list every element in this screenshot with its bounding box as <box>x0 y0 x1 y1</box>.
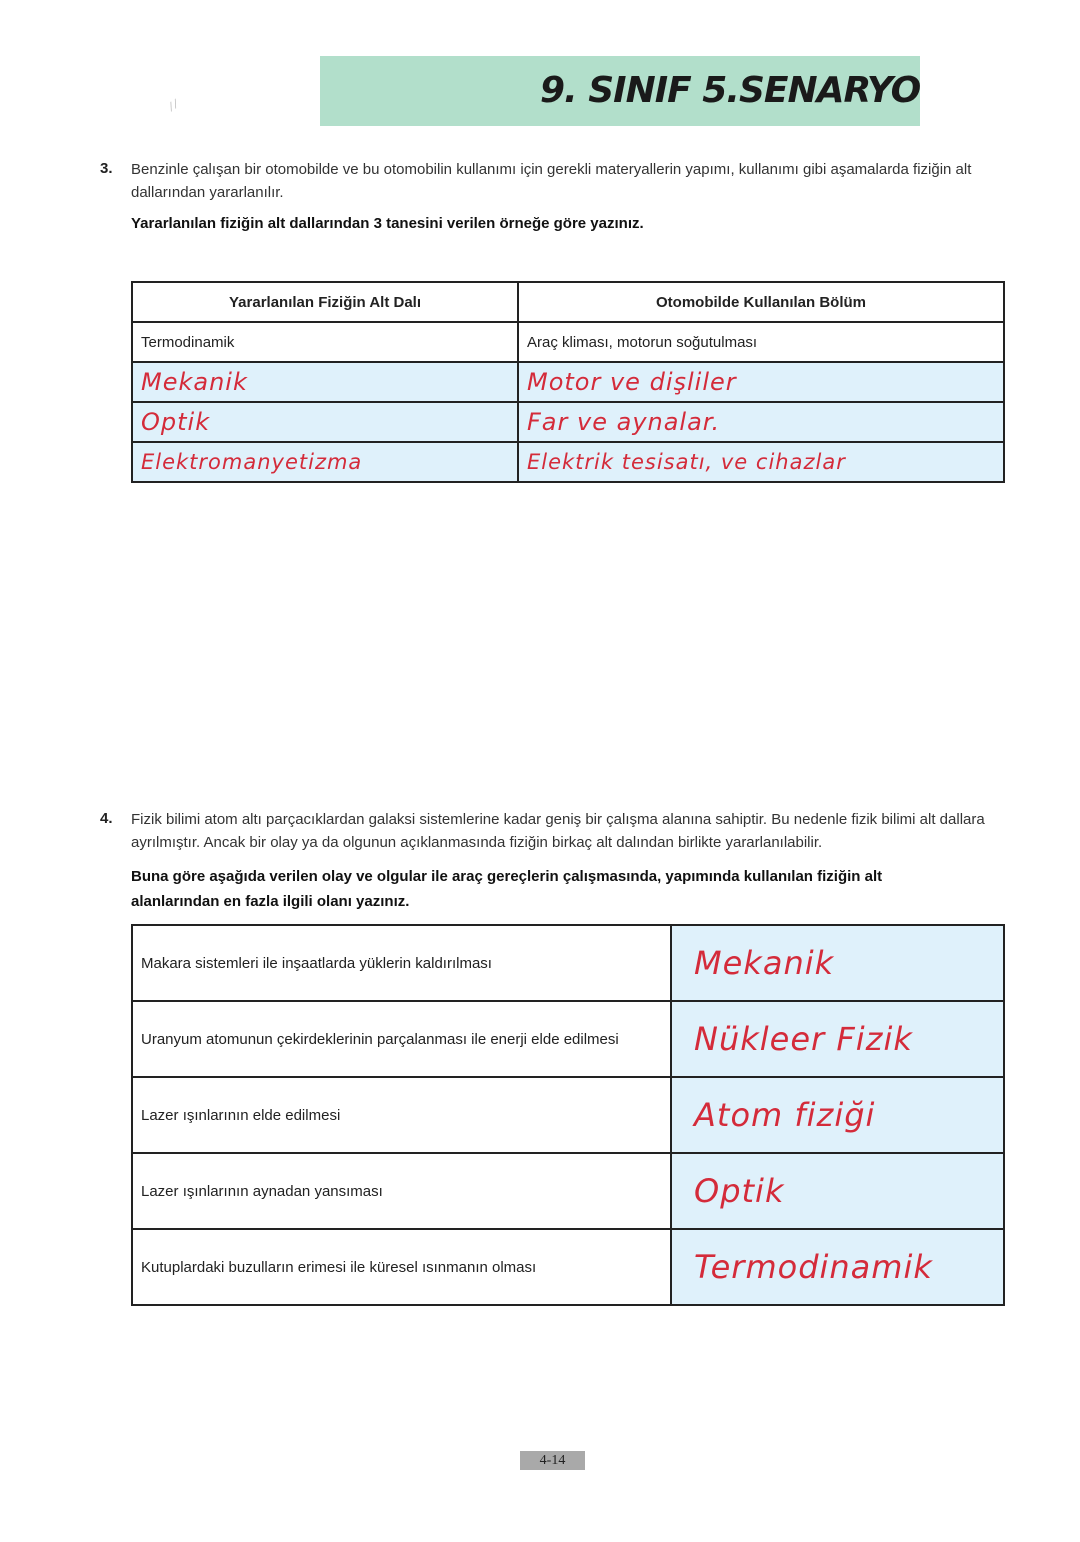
answer-cell[interactable] <box>518 402 1004 442</box>
answer-cell[interactable] <box>671 1077 1004 1153</box>
question-4-instruction: Buna göre aşağıda verilen olay ve olgular ile araç gereçlerin çalışmasında, yapımında kullanılan fiziğin alt alanlarından en fazla ilgili olanı yazınız. <box>131 868 883 910</box>
question-4-table <box>131 924 1005 1306</box>
table-row-example <box>132 322 1004 362</box>
question-4-text: Fizik bilimi atom altı parçacıklardan galaksi sistemlerine kadar geniş bir çalışma alanına sahiptir. Bu nedenle fizik bilimi alt dallara ayrılmıştır. Ancak bir olay ya da olgunun açıklanmasında fiziğin birkaç alt dalından birlikte yararlanılabilir. <box>131 811 985 851</box>
pen-mark: ⁄ ⁄ <box>166 97 181 113</box>
table-row <box>132 402 1004 442</box>
handwritten-answer: Optik <box>694 1172 785 1210</box>
answer-cell[interactable] <box>132 402 518 442</box>
phenomenon-cell: Uranyum atomunun çekirdeklerinin parçalanması ile enerji elde edilmesi <box>132 1001 671 1077</box>
handwritten-answer: Elektromanyetizma <box>141 450 363 474</box>
table-row <box>132 442 1004 482</box>
example-branch: Termodinamik <box>132 322 518 362</box>
question-3-table <box>131 281 1005 483</box>
handwritten-answer: Mekanik <box>141 368 248 396</box>
table-row <box>132 1077 1004 1153</box>
phenomenon-cell: Lazer ışınlarının elde edilmesi <box>132 1077 671 1153</box>
question-4-number: 4. <box>100 810 113 827</box>
phenomenon-cell: Lazer ışınlarının aynadan yansıması <box>132 1153 671 1229</box>
handwritten-answer: Termodinamik <box>694 1248 933 1286</box>
phenomenon-cell: Kutuplardaki buzulların erimesi ile küresel ısınmanın olması <box>132 1229 671 1305</box>
column-header-branch: Yararlanılan Fiziğin Alt Dalı <box>132 282 518 322</box>
table-row <box>132 1229 1004 1305</box>
answer-cell[interactable] <box>132 362 518 402</box>
answer-cell[interactable] <box>671 1153 1004 1229</box>
table-header-row <box>132 282 1004 322</box>
answer-cell[interactable] <box>518 362 1004 402</box>
handwritten-answer: Mekanik <box>694 944 835 982</box>
question-3-number: 3. <box>100 160 113 177</box>
table-row <box>132 925 1004 1001</box>
answer-cell[interactable] <box>671 925 1004 1001</box>
handwritten-answer: Far ve aynalar. <box>527 408 721 436</box>
question-3-text: Benzinle çalışan bir otomobilde ve bu otomobilin kullanımı için gerekli materyallerin yapımı, kullanımı gibi aşamalarda fiziğin alt dallarından yararlanılır. <box>131 161 972 201</box>
table-row <box>132 1001 1004 1077</box>
page-title: 9. SINIF 5.SENARYO <box>540 70 921 111</box>
handwritten-answer: Elektrik tesisatı, ve cihazlar <box>527 450 846 474</box>
phenomenon-cell: Makara sistemleri ile inşaatlarda yüklerin kaldırılması <box>132 925 671 1001</box>
answer-cell[interactable] <box>518 442 1004 482</box>
table-row <box>132 362 1004 402</box>
handwritten-answer: Optik <box>141 408 211 436</box>
handwritten-answer: Nükleer Fizik <box>694 1020 913 1058</box>
page-number: 4-14 <box>520 1451 585 1470</box>
answer-cell[interactable] <box>671 1229 1004 1305</box>
example-car-part: Araç kliması, motorun soğutulması <box>518 322 1004 362</box>
handwritten-answer: Atom fiziği <box>694 1096 876 1134</box>
table-row <box>132 1153 1004 1229</box>
handwritten-answer: Motor ve dişliler <box>527 368 737 396</box>
answer-cell[interactable] <box>132 442 518 482</box>
question-3-instruction: Yararlanılan fiziğin alt dallarından 3 tanesini verilen örneğe göre yazınız. <box>131 215 644 232</box>
answer-cell[interactable] <box>671 1001 1004 1077</box>
column-header-car-part: Otomobilde Kullanılan Bölüm <box>518 282 1004 322</box>
